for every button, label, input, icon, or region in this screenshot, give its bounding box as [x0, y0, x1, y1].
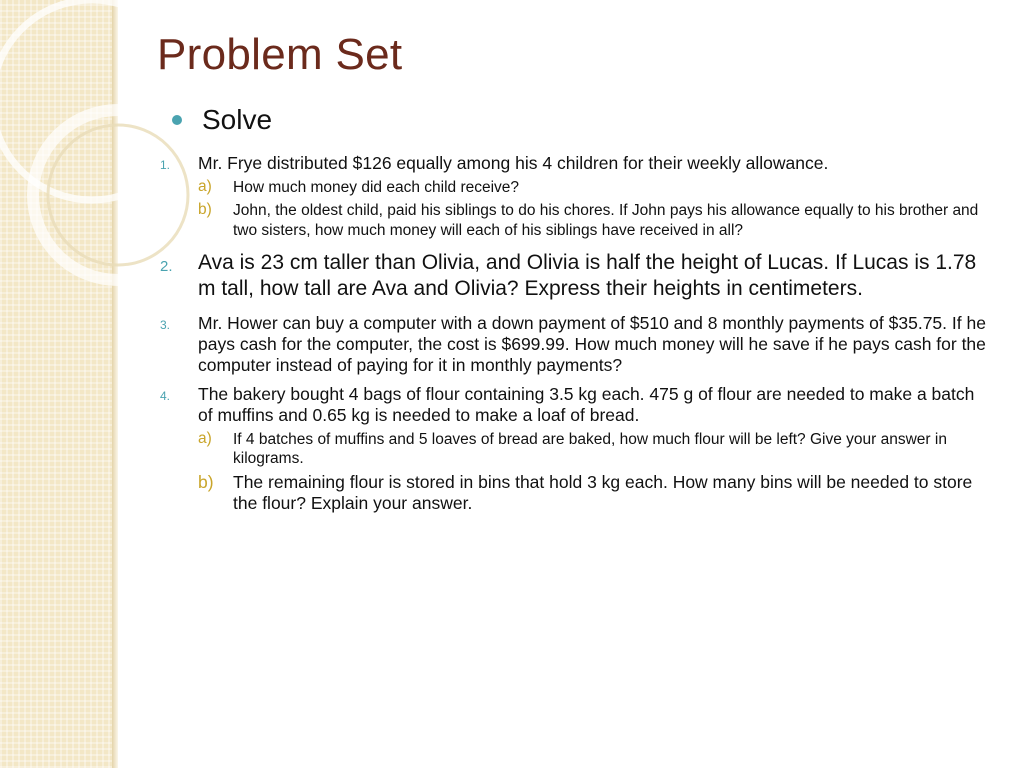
sub-letter: a) [198, 178, 212, 195]
problem-list [160, 147, 990, 514]
problem-text: Mr. Hower can buy a computer with a down payment of $510 and 8 monthly payments of $35.75. If he pays cash for the computer, the cost is $699.99. How much money will he save if he pays cash for the computer instead of paying for it in monthly payments? [198, 312, 986, 375]
problem-1 [160, 153, 990, 174]
sub-letter: a) [198, 429, 212, 447]
problem-text: Mr. Frye distributed $126 equally among his 4 children for their weekly allowance. [198, 153, 829, 173]
slide-title: Problem Set [157, 30, 403, 79]
problem-number: 3. [160, 317, 171, 332]
bullet-text: Solve [202, 104, 273, 135]
bullet-dot-icon [172, 115, 182, 125]
problem-text: Ava is 23 cm taller than Olivia, and Olivia is half the height of Lucas. If Lucas is 1.78 m tall, how tall are Ava and Olivia? Express their heights in centimeters. [198, 251, 977, 301]
problem-text: The bakery bought 4 bags of flour containing 3.5 kg each. 475 g of flour are needed to make a batch of muffins and 0.65 kg is needed to make a loaf of bread. [198, 383, 975, 425]
problem-1-part-b [198, 201, 990, 240]
sub-text: The remaining flour is stored in bins that hold 3 kg each. How many bins will be needed to store the flour? Explain your answer. [233, 472, 973, 514]
sub-text: How much money did each child receive? [233, 179, 520, 196]
problem-number: 4. [160, 388, 171, 403]
top-bullet [172, 104, 272, 136]
problem-4 [160, 384, 990, 426]
sub-text: If 4 batches of muffins and 5 loaves of bread are baked, how much flour will be left? Give your answer in kilograms. [233, 430, 947, 467]
sub-letter: b) [198, 201, 212, 219]
problem-3 [160, 313, 990, 376]
problem-2 [160, 250, 990, 303]
problem-number: 1. [160, 158, 171, 172]
sub-text: John, the oldest child, paid his siblings to do his chores. If John pays his allowance equally to his brother and two sisters, how much money will each of his siblings have received in all? [233, 202, 979, 239]
problem-1-part-a [198, 178, 990, 197]
problem-number: 2. [160, 258, 173, 276]
problem-4-part-a [198, 430, 990, 469]
sub-letter: b) [198, 472, 214, 493]
problem-4-part-b [198, 472, 990, 514]
